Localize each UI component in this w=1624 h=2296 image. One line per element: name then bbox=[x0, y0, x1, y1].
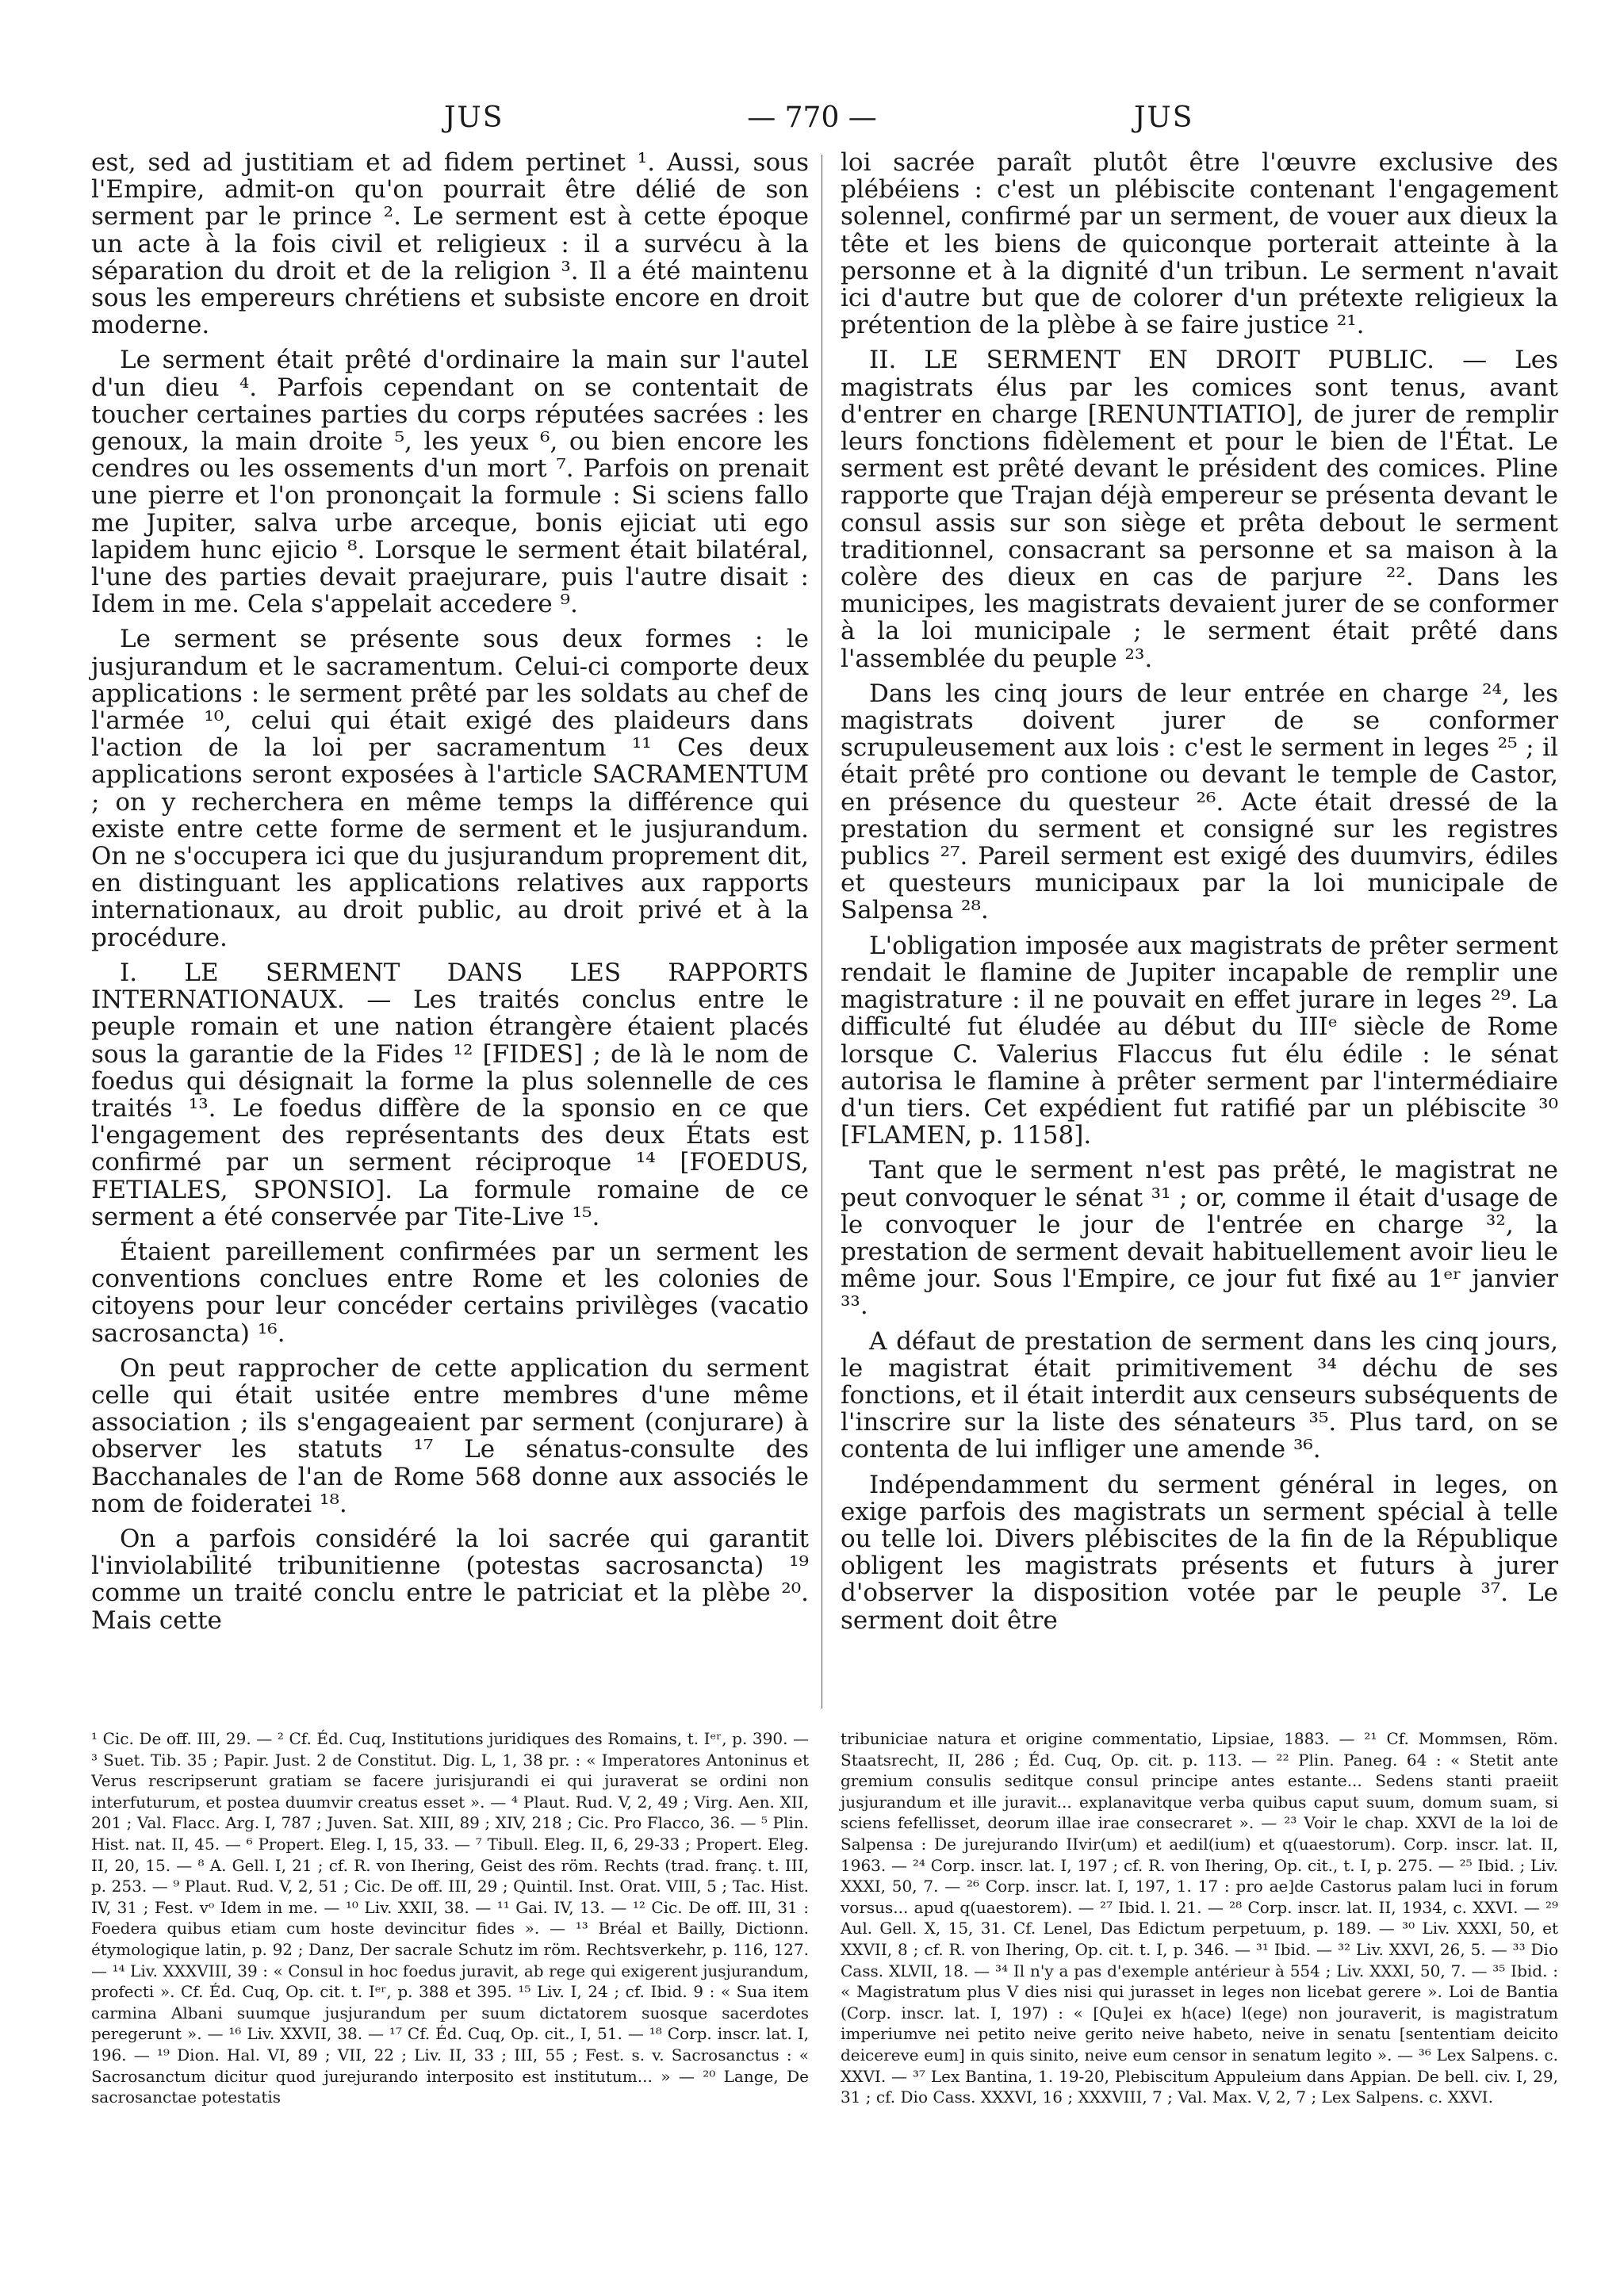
page-header bbox=[0, 101, 1624, 149]
footnotes-right: tribuniciae natura et origine commentatio, Lipsiae, 1883. — ²¹ Cf. Mommsen, Röm. Staatsrecht, II, 286 ; Éd. Cuq, Op. cit. p. 113. — ²² Plin. Paneg. 64 : « Stetit ante gremium consulis seditque consul principe antes estante... Sedens stanti praeiit jusjurandum et ille juravit... explanavitque verba quibus caput suum, domum suam, si sciens fefellisset, deorum illae irae consecraret ». — ²³ Voir le chap. XXVI de la loi de Salpensa : De jurejurando IIvir(um) et aedil(ium) et q(uaestorum). Corp. inscr. lat. II, 1963. — ²⁴ Corp. inscr. lat. I, 197 ; cf. R. von Ihering, Op. cit., t. I, p. 275. — ²⁵ Ibid. ; Liv. XXXI, 50, 7. — ²⁶ Corp. inscr. lat. I, 197, 1. 17 : pro ae]de Castorus palam luci in forum vorsus... apud q(uaestorem). — ²⁷ Ibid. l. 21. — ²⁸ Corp. inscr. lat. II, 1934, c. XXVI. — ²⁹ Aul. Gell. X, 15, 31. Cf. Lenel, Das Edictum perpetuum, p. 189. — ³⁰ Liv. XXXI, 50, et XXVII, 8 ; cf. R. von Ihering, Op. cit. t. I, p. 346. — ³¹ Ibid. — ³² Liv. XXVI, 26, 5. — ³³ Dio Cass. XLVII, 18. — ³⁴ Il n'y a pas d'exemple antérieur à 554 ; Liv. XXXI, 50, 7. — ³⁵ Ibid. : « Magistratum plus V dies nisi qui jurasset in leges non licebat gerere ». Loi de Bantia (Corp. inscr. lat. I, 197) : « [Qu]ei ex h(acе) l(ege) non jouraverit, is magistratum imperiumve nei petito neive gerito neive habeto, neive in senatu [sententiam deicito deicereve eum] in quis sinito, neive eum censor in senatum legito ». — ³⁶ Lex Salpens. c. XXVI. — ³⁷ Lex Bantina, 1. 19-20, Plebiscitum Appuleium dans Appian. De bell. civ. I, 29, 31 ; cf. Dio Cass. XXXVI, 16 ; XXXVIII, 7 ; Val. Max. V, 2, 7 ; Lex Salpens. c. XXVI. bbox=[841, 1729, 1558, 2107]
paragraph: Dans les cinq jours de leur entrée en charge ²⁴, les magistrats doivent jurer de se conformer scrupuleusement aux lois : c'est le serment in leges ²⁵ ; il était prêté pro contione ou devant le temple de Castor, en présence du questeur ²⁶. Acte était dressé de la prestation du serment et consigné sur les registres publics ²⁷. Pareil serment est exigé des duumvirs, édiles et questeurs municipaux par la loi municipale de Salpensa ²⁸. bbox=[841, 679, 1558, 925]
paragraph: On peut rapprocher de cette application du serment celle qui était usitée entre membres d'une même association ; ils s'engageaient par serment (conjurare) à observer les statuts ¹⁷ Le sénatus-consulte des Bacchanales de l'an de Rome 568 donne aux associés le nom de foideratei ¹⁸. bbox=[91, 1353, 809, 1518]
paragraph: Étaient pareillement confirmées par un serment les conventions conclues entre Rome et les colonies de citoyens pour leur concéder certains privilèges (vacatio sacrosancta) ¹⁶. bbox=[91, 1237, 809, 1348]
paragraph: On a parfois considéré la loi sacrée qui garantit l'inviolabilité tribunitienne (potestas sacrosancta) ¹⁹ comme un traité conclu entre le patriciat et la plèbe ²⁰. Mais cette bbox=[91, 1524, 809, 1635]
right-column bbox=[841, 149, 1558, 1642]
section-paragraph: I. LE SERMENT DANS LES RAPPORTS INTERNATIONAUX. — Les traités conclus entre le peuple romain et une nation étrangère étaient placés sous la garantie de la Fides ¹² [FIDES] ; de là le nom de foedus qui désignait la forme la plus solennelle de ces traités ¹³. Le foedus diffère de la sponsio en ce que l'engagement des représentants des deux États est confirmé par un serment réciproque ¹⁴ [FOEDUS, FETIALES, SPONSIO]. La formule romaine de ce serment a été conservée par Tite-Live ¹⁵. bbox=[91, 958, 809, 1231]
paragraph: Indépendamment du serment général in leges, on exige parfois des magistrats un serment spécial à telle ou telle loi. Divers plébiscites de la fin de la République obligent les magistrats présents et futurs à jurer d'observer la disposition votée par le peuple ³⁷. Le serment doit être bbox=[841, 1470, 1558, 1635]
paragraph: Tant que le serment n'est pas prêté, le magistrat ne peut convoquer le sénat ³¹ ; or, comme il était d'usage de le convoquer le jour de l'entrée en charge ³², la prestation de serment devait habituellement avoir lieu le même jour. Sous l'Empire, ce jour fut fixé au 1ᵉʳ janvier ³³. bbox=[841, 1156, 1558, 1321]
page-number: — 770 — bbox=[747, 101, 877, 134]
left-column bbox=[91, 149, 809, 1642]
paragraph: Le serment se présente sous deux formes : le jusjurandum et le sacramentum. Celui-ci comporte deux applications : le serment prêté par les soldats au chef de l'armée ¹⁰, celui qui était exigé des plaideurs dans l'action de la loi per sacramentum ¹¹ Ces deux applications seront exposées à l'article SACRAMENTUM ; on y recherchera en même temps la différence qui existe entre cette forme de serment et le jusjurandum. On ne s'occupera ici que du jusjurandum proprement dit, en distinguant les applications relatives aux rapports internationaux, au droit public, au droit privé et à la procédure. bbox=[91, 625, 809, 952]
running-head-right: JUS bbox=[1134, 101, 1194, 134]
paragraph: L'obligation imposée aux magistrats de prêter serment rendait le flamine de Jupiter incapable de remplir une magistrature : il ne pouvait en effet jurare in leges ²⁹. La difficulté fut éludée au début du IIIᵉ siècle de Rome lorsque C. Valerius Flaccus fut élu édile : le sénat autorisa le flamine à prêter serment par l'intermédiaire d'un tiers. Cet expédient fut ratifié par un plébiscite ³⁰ [FLAMEN, p. 1158]. bbox=[841, 931, 1558, 1150]
footnotes-left: ¹ Cic. De off. III, 29. — ² Cf. Éd. Cuq, Institutions juridiques des Romains, t. Iᵉʳ, p. 390. — ³ Suet. Tib. 35 ; Papir. Just. 2 de Constitut. Dig. L, 1, 38 pr. : « Imperatores Antoninus et Verus rescripserunt gratiam se facere jurisjurandi ei qui juraverat se ordini non interfuturum, et postea duumvir creatus esset ». — ⁴ Plaut. Rud. V, 2, 49 ; Virg. Aen. XII, 201 ; Val. Flacc. Arg. I, 787 ; Juven. Sat. XIII, 89 ; XIV, 218 ; Cic. Pro Flacco, 36. — ⁵ Plin. Hist. nat. II, 45. — ⁶ Propert. Eleg. I, 15, 33. — ⁷ Tibull. Eleg. II, 6, 29-33 ; Propert. Eleg. II, 20, 15. — ⁸ A. Gell. I, 21 ; cf. R. von Ihering, Geist des röm. Rechts (trad. franç. t. III, p. 253. — ⁹ Plaut. Rud. V, 2, 51 ; Cic. De off. III, 29 ; Quintil. Inst. Orat. VIII, 5 ; Tac. Hist. IV, 31 ; Fest. vᵒ Idem in me. — ¹⁰ Liv. XXII, 38. — ¹¹ Gai. IV, 13. — ¹² Cic. De off. III, 31 : Foedera quibus etiam cum hoste devincitur fides ». — ¹³ Bréal et Bailly, Dictionn. étymologique latin, p. 92 ; Danz, Der sacrale Schutz im röm. Rechtsverkehr, p. 116, 127. — ¹⁴ Liv. XXXVIII, 39 : « Consul in hoc foedus juravit, ab rege qui exigerent jusjurandum, profecti ». Cf. Éd. Cuq, Op. cit. t. Iᵉʳ, p. 388 et 395. ¹⁵ Liv. I, 24 ; cf. Ibid. 9 : « Sua item carmina Albani suumque jusjurandum per suum dictatorem suosque sacerdotes peregerunt ». — ¹⁶ Liv. XXVII, 38. — ¹⁷ Cf. Éd. Cuq, Op. cit., I, 51. — ¹⁸ Corp. inscr. lat. I, 196. — ¹⁹ Dion. Hal. VI, 89 ; VII, 22 ; Liv. II, 33 ; III, 55 ; Fest. s. v. Sacrosanctus : « Sacrosanctum dicitur quod jurejurando interposito est institutum... » — ²⁰ Lange, De sacrosanctae potestatis bbox=[91, 1729, 809, 2107]
section-paragraph: II. LE SERMENT EN DROIT PUBLIC. — Les magistrats élus par les comices sont tenus, avant d'entrer en charge [RENUNTIATIO], de jurer de remplir leurs fonctions fidèlement et pour le bien de l'État. Le serment est prêté devant le président des comices. Pline rapporte que Trajan déjà empereur se présenta devant le consul assis sur son siège et prêta debout le serment traditionnel, consacrant sa personne et sa maison à la colère des dieux en cas de parjure ²². Dans les municipes, les magistrats devaient jurer de se conformer à la loi municipale ; le serment était prêté dans l'assemblée du peuple ²³. bbox=[841, 346, 1558, 673]
paragraph: est, sed ad justitiam et ad fidem pertinet ¹. Aussi, sous l'Empire, admit-on qu'on pourrait être délié de son serment par le prince ². Le serment est à cette époque un acte à la fois civil et religieux : il a survécu à la séparation du droit et de la religion ³. Il a été maintenu sous les empereurs chrétiens et subsiste encore en droit moderne. bbox=[91, 148, 809, 340]
paragraph: Le serment était prêté d'ordinaire la main sur l'autel d'un dieu ⁴. Parfois cependant on se contentait de toucher certaines parties du corps réputées sacrées : les genoux, la main droite ⁵, les yeux ⁶, ou bien encore les cendres ou les ossements d'un mort ⁷. Parfois on prenait une pierre et l'on prononçait la formule : Si sciens fallo me Jupiter, salva urbe arceque, bonis ejiciat uti ego lapidem hunc ejicio ⁸. Lorsque le serment était bilatéral, l'une des parties devait praejurare, puis l'autre disait : Idem in me. Cela s'appelait accedere ⁹. bbox=[91, 346, 809, 619]
running-head-left: JUS bbox=[444, 101, 504, 134]
paragraph: loi sacrée paraît plutôt être l'œuvre exclusive des plébéiens : c'est un plébiscite contenant l'engagement solennel, confirmé par un serment, de vouer aux dieux la tête et les biens de quiconque porterait atteinte à la personne et à la dignité d'un tribun. Le serment n'avait ici d'autre but que de colorer d'un prétexte religieux la prétention de la plèbe à se faire justice ²¹. bbox=[841, 148, 1558, 340]
paragraph: A défaut de prestation de serment dans les cinq jours, le magistrat était primitivement ³⁴ déchu de ses fonctions, et il était interdit aux censeurs subséquents de l'inscrire sur la liste des sénateurs ³⁵. Plus tard, on se contenta de lui infliger une amende ³⁶. bbox=[841, 1326, 1558, 1464]
